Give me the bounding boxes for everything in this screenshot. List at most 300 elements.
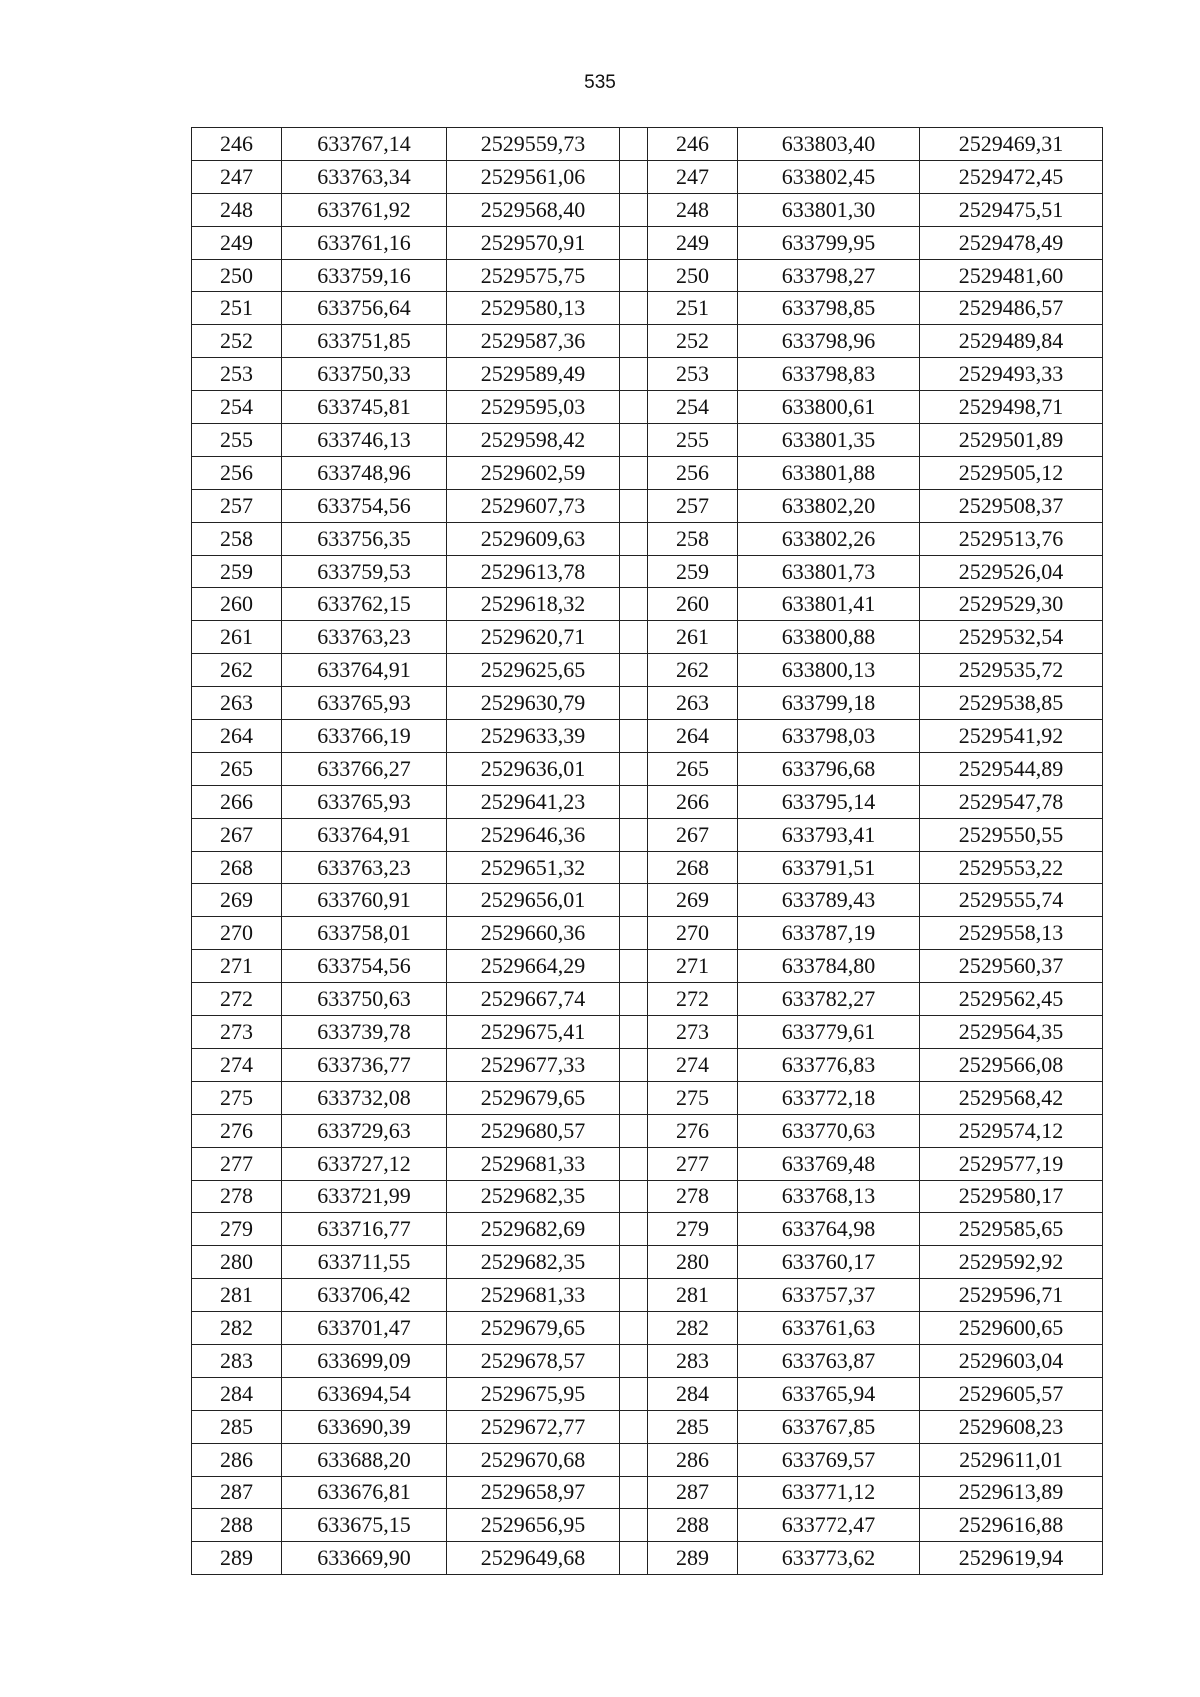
x-coordinate-left: 633764,91 <box>282 654 447 687</box>
point-number-left: 280 <box>192 1246 282 1279</box>
y-coordinate-left: 2529649,68 <box>447 1542 620 1575</box>
point-number-left: 275 <box>192 1081 282 1114</box>
point-number-left: 287 <box>192 1476 282 1509</box>
table-row <box>192 588 1103 621</box>
x-coordinate-right: 633801,30 <box>738 193 920 226</box>
x-coordinate-left: 633758,01 <box>282 917 447 950</box>
y-coordinate-left: 2529625,65 <box>447 654 620 687</box>
y-coordinate-right: 2529562,45 <box>920 983 1103 1016</box>
x-coordinate-left: 633761,16 <box>282 226 447 259</box>
point-number-right: 252 <box>648 325 738 358</box>
x-coordinate-left: 633750,63 <box>282 983 447 1016</box>
point-number-left: 288 <box>192 1509 282 1542</box>
spacer-cell <box>620 456 648 489</box>
table-row <box>192 1180 1103 1213</box>
y-coordinate-left: 2529678,57 <box>447 1344 620 1377</box>
spacer-cell <box>620 1476 648 1509</box>
x-coordinate-right: 633799,95 <box>738 226 920 259</box>
point-number-right: 255 <box>648 424 738 457</box>
y-coordinate-right: 2529535,72 <box>920 654 1103 687</box>
spacer-cell <box>620 1114 648 1147</box>
spacer-cell <box>620 226 648 259</box>
point-number-right: 263 <box>648 687 738 720</box>
table-row <box>192 950 1103 983</box>
point-number-left: 276 <box>192 1114 282 1147</box>
point-number-left: 258 <box>192 522 282 555</box>
spacer-cell <box>620 1180 648 1213</box>
y-coordinate-right: 2529550,55 <box>920 818 1103 851</box>
point-number-left: 273 <box>192 1016 282 1049</box>
x-coordinate-right: 633800,88 <box>738 621 920 654</box>
x-coordinate-left: 633764,91 <box>282 818 447 851</box>
x-coordinate-left: 633669,90 <box>282 1542 447 1575</box>
spacer-cell <box>620 1048 648 1081</box>
point-number-left: 285 <box>192 1410 282 1443</box>
table-row <box>192 1377 1103 1410</box>
spacer-cell <box>620 193 648 226</box>
spacer-cell <box>620 950 648 983</box>
y-coordinate-right: 2529600,65 <box>920 1312 1103 1345</box>
x-coordinate-right: 633771,12 <box>738 1476 920 1509</box>
table-row <box>192 555 1103 588</box>
point-number-left: 250 <box>192 259 282 292</box>
point-number-right: 280 <box>648 1246 738 1279</box>
x-coordinate-left: 633763,23 <box>282 621 447 654</box>
table-row <box>192 1114 1103 1147</box>
table-row <box>192 522 1103 555</box>
coordinates-table <box>191 127 1103 1575</box>
y-coordinate-right: 2529553,22 <box>920 851 1103 884</box>
table-row <box>192 456 1103 489</box>
table-row <box>192 1147 1103 1180</box>
point-number-right: 258 <box>648 522 738 555</box>
spacer-cell <box>620 1016 648 1049</box>
table-row <box>192 654 1103 687</box>
point-number-left: 260 <box>192 588 282 621</box>
point-number-right: 247 <box>648 160 738 193</box>
spacer-cell <box>620 259 648 292</box>
x-coordinate-left: 633701,47 <box>282 1312 447 1345</box>
y-coordinate-left: 2529595,03 <box>447 391 620 424</box>
table-row <box>192 1509 1103 1542</box>
x-coordinate-right: 633801,41 <box>738 588 920 621</box>
y-coordinate-left: 2529672,77 <box>447 1410 620 1443</box>
x-coordinate-left: 633750,33 <box>282 358 447 391</box>
point-number-right: 268 <box>648 851 738 884</box>
x-coordinate-right: 633796,68 <box>738 752 920 785</box>
table-row <box>192 1081 1103 1114</box>
x-coordinate-left: 633721,99 <box>282 1180 447 1213</box>
x-coordinate-right: 633800,13 <box>738 654 920 687</box>
y-coordinate-right: 2529469,31 <box>920 128 1103 161</box>
x-coordinate-right: 633773,62 <box>738 1542 920 1575</box>
point-number-right: 278 <box>648 1180 738 1213</box>
point-number-right: 266 <box>648 785 738 818</box>
table-row <box>192 621 1103 654</box>
y-coordinate-left: 2529646,36 <box>447 818 620 851</box>
table-row <box>192 1542 1103 1575</box>
y-coordinate-right: 2529541,92 <box>920 720 1103 753</box>
spacer-cell <box>620 752 648 785</box>
y-coordinate-left: 2529660,36 <box>447 917 620 950</box>
y-coordinate-right: 2529568,42 <box>920 1081 1103 1114</box>
x-coordinate-left: 633762,15 <box>282 588 447 621</box>
x-coordinate-left: 633754,56 <box>282 489 447 522</box>
point-number-left: 264 <box>192 720 282 753</box>
table-row <box>192 1246 1103 1279</box>
point-number-left: 249 <box>192 226 282 259</box>
x-coordinate-left: 633763,34 <box>282 160 447 193</box>
table-row <box>192 1443 1103 1476</box>
x-coordinate-left: 633751,85 <box>282 325 447 358</box>
point-number-left: 246 <box>192 128 282 161</box>
x-coordinate-right: 633798,96 <box>738 325 920 358</box>
table-row <box>192 489 1103 522</box>
point-number-left: 261 <box>192 621 282 654</box>
y-coordinate-left: 2529580,13 <box>447 292 620 325</box>
point-number-right: 259 <box>648 555 738 588</box>
table-row <box>192 687 1103 720</box>
point-number-left: 268 <box>192 851 282 884</box>
y-coordinate-left: 2529589,49 <box>447 358 620 391</box>
y-coordinate-right: 2529560,37 <box>920 950 1103 983</box>
point-number-left: 263 <box>192 687 282 720</box>
x-coordinate-left: 633763,23 <box>282 851 447 884</box>
spacer-cell <box>620 1410 648 1443</box>
x-coordinate-right: 633795,14 <box>738 785 920 818</box>
table-row <box>192 292 1103 325</box>
x-coordinate-left: 633706,42 <box>282 1279 447 1312</box>
point-number-left: 274 <box>192 1048 282 1081</box>
table-row <box>192 424 1103 457</box>
x-coordinate-left: 633675,15 <box>282 1509 447 1542</box>
spacer-cell <box>620 720 648 753</box>
table-row <box>192 358 1103 391</box>
y-coordinate-right: 2529493,33 <box>920 358 1103 391</box>
x-coordinate-left: 633716,77 <box>282 1213 447 1246</box>
table-row <box>192 917 1103 950</box>
point-number-left: 255 <box>192 424 282 457</box>
x-coordinate-left: 633756,35 <box>282 522 447 555</box>
y-coordinate-right: 2529475,51 <box>920 193 1103 226</box>
x-coordinate-left: 633759,53 <box>282 555 447 588</box>
point-number-right: 289 <box>648 1542 738 1575</box>
point-number-left: 254 <box>192 391 282 424</box>
x-coordinate-right: 633798,85 <box>738 292 920 325</box>
x-coordinate-right: 633757,37 <box>738 1279 920 1312</box>
y-coordinate-left: 2529618,32 <box>447 588 620 621</box>
point-number-left: 281 <box>192 1279 282 1312</box>
y-coordinate-left: 2529677,33 <box>447 1048 620 1081</box>
spacer-cell <box>620 884 648 917</box>
spacer-cell <box>620 785 648 818</box>
x-coordinate-right: 633767,85 <box>738 1410 920 1443</box>
y-coordinate-left: 2529559,73 <box>447 128 620 161</box>
y-coordinate-right: 2529574,12 <box>920 1114 1103 1147</box>
x-coordinate-right: 633763,87 <box>738 1344 920 1377</box>
point-number-right: 262 <box>648 654 738 687</box>
point-number-right: 279 <box>648 1213 738 1246</box>
spacer-cell <box>620 1081 648 1114</box>
point-number-right: 285 <box>648 1410 738 1443</box>
spacer-cell <box>620 654 648 687</box>
x-coordinate-left: 633676,81 <box>282 1476 447 1509</box>
table-row <box>192 818 1103 851</box>
spacer-cell <box>620 1542 648 1575</box>
y-coordinate-right: 2529611,01 <box>920 1443 1103 1476</box>
x-coordinate-right: 633764,98 <box>738 1213 920 1246</box>
point-number-left: 265 <box>192 752 282 785</box>
x-coordinate-left: 633699,09 <box>282 1344 447 1377</box>
y-coordinate-left: 2529633,39 <box>447 720 620 753</box>
y-coordinate-left: 2529607,73 <box>447 489 620 522</box>
y-coordinate-left: 2529561,06 <box>447 160 620 193</box>
y-coordinate-left: 2529641,23 <box>447 785 620 818</box>
y-coordinate-right: 2529547,78 <box>920 785 1103 818</box>
y-coordinate-left: 2529682,35 <box>447 1246 620 1279</box>
y-coordinate-left: 2529587,36 <box>447 325 620 358</box>
spacer-cell <box>620 391 648 424</box>
point-number-right: 257 <box>648 489 738 522</box>
point-number-right: 256 <box>648 456 738 489</box>
y-coordinate-left: 2529630,79 <box>447 687 620 720</box>
x-coordinate-left: 633736,77 <box>282 1048 447 1081</box>
table-row <box>192 884 1103 917</box>
point-number-left: 271 <box>192 950 282 983</box>
y-coordinate-right: 2529577,19 <box>920 1147 1103 1180</box>
spacer-cell <box>620 160 648 193</box>
y-coordinate-left: 2529598,42 <box>447 424 620 457</box>
point-number-right: 288 <box>648 1509 738 1542</box>
point-number-right: 246 <box>648 128 738 161</box>
x-coordinate-left: 633761,92 <box>282 193 447 226</box>
point-number-right: 275 <box>648 1081 738 1114</box>
point-number-right: 251 <box>648 292 738 325</box>
point-number-left: 248 <box>192 193 282 226</box>
y-coordinate-left: 2529620,71 <box>447 621 620 654</box>
x-coordinate-right: 633801,88 <box>738 456 920 489</box>
point-number-right: 281 <box>648 1279 738 1312</box>
y-coordinate-right: 2529478,49 <box>920 226 1103 259</box>
x-coordinate-left: 633727,12 <box>282 1147 447 1180</box>
x-coordinate-left: 633694,54 <box>282 1377 447 1410</box>
y-coordinate-right: 2529501,89 <box>920 424 1103 457</box>
point-number-right: 253 <box>648 358 738 391</box>
page-number: 535 <box>584 72 616 93</box>
x-coordinate-right: 633760,17 <box>738 1246 920 1279</box>
table-body <box>192 128 1103 1575</box>
table-row <box>192 391 1103 424</box>
y-coordinate-right: 2529486,57 <box>920 292 1103 325</box>
point-number-left: 286 <box>192 1443 282 1476</box>
point-number-left: 269 <box>192 884 282 917</box>
spacer-cell <box>620 489 648 522</box>
x-coordinate-right: 633768,13 <box>738 1180 920 1213</box>
x-coordinate-right: 633765,94 <box>738 1377 920 1410</box>
y-coordinate-right: 2529538,85 <box>920 687 1103 720</box>
spacer-cell <box>620 1509 648 1542</box>
y-coordinate-right: 2529555,74 <box>920 884 1103 917</box>
x-coordinate-right: 633801,35 <box>738 424 920 457</box>
y-coordinate-left: 2529682,69 <box>447 1213 620 1246</box>
y-coordinate-right: 2529613,89 <box>920 1476 1103 1509</box>
spacer-cell <box>620 1213 648 1246</box>
point-number-right: 260 <box>648 588 738 621</box>
x-coordinate-right: 633799,18 <box>738 687 920 720</box>
x-coordinate-left: 633765,93 <box>282 687 447 720</box>
spacer-cell <box>620 983 648 1016</box>
y-coordinate-left: 2529602,59 <box>447 456 620 489</box>
y-coordinate-left: 2529568,40 <box>447 193 620 226</box>
y-coordinate-right: 2529532,54 <box>920 621 1103 654</box>
y-coordinate-right: 2529585,65 <box>920 1213 1103 1246</box>
y-coordinate-right: 2529489,84 <box>920 325 1103 358</box>
x-coordinate-left: 633759,16 <box>282 259 447 292</box>
point-number-right: 277 <box>648 1147 738 1180</box>
point-number-right: 254 <box>648 391 738 424</box>
point-number-right: 273 <box>648 1016 738 1049</box>
table-row <box>192 1016 1103 1049</box>
x-coordinate-right: 633802,26 <box>738 522 920 555</box>
point-number-left: 257 <box>192 489 282 522</box>
x-coordinate-right: 633769,48 <box>738 1147 920 1180</box>
x-coordinate-left: 633756,64 <box>282 292 447 325</box>
point-number-right: 270 <box>648 917 738 950</box>
point-number-right: 276 <box>648 1114 738 1147</box>
point-number-left: 284 <box>192 1377 282 1410</box>
x-coordinate-right: 633782,27 <box>738 983 920 1016</box>
spacer-cell <box>620 851 648 884</box>
y-coordinate-left: 2529609,63 <box>447 522 620 555</box>
y-coordinate-right: 2529544,89 <box>920 752 1103 785</box>
spacer-cell <box>620 1344 648 1377</box>
x-coordinate-right: 633776,83 <box>738 1048 920 1081</box>
x-coordinate-left: 633754,56 <box>282 950 447 983</box>
point-number-left: 277 <box>192 1147 282 1180</box>
y-coordinate-right: 2529526,04 <box>920 555 1103 588</box>
spacer-cell <box>620 1443 648 1476</box>
y-coordinate-left: 2529651,32 <box>447 851 620 884</box>
x-coordinate-left: 633688,20 <box>282 1443 447 1476</box>
table-row <box>192 128 1103 161</box>
spacer-cell <box>620 818 648 851</box>
point-number-left: 270 <box>192 917 282 950</box>
point-number-right: 284 <box>648 1377 738 1410</box>
point-number-right: 286 <box>648 1443 738 1476</box>
y-coordinate-left: 2529658,97 <box>447 1476 620 1509</box>
point-number-right: 248 <box>648 193 738 226</box>
y-coordinate-right: 2529505,12 <box>920 456 1103 489</box>
point-number-left: 256 <box>192 456 282 489</box>
y-coordinate-left: 2529636,01 <box>447 752 620 785</box>
y-coordinate-left: 2529613,78 <box>447 555 620 588</box>
table-row <box>192 1410 1103 1443</box>
y-coordinate-right: 2529508,37 <box>920 489 1103 522</box>
x-coordinate-left: 633729,63 <box>282 1114 447 1147</box>
x-coordinate-right: 633793,41 <box>738 818 920 851</box>
spacer-cell <box>620 588 648 621</box>
spacer-cell <box>620 358 648 391</box>
x-coordinate-right: 633769,57 <box>738 1443 920 1476</box>
point-number-left: 283 <box>192 1344 282 1377</box>
spacer-cell <box>620 621 648 654</box>
point-number-right: 264 <box>648 720 738 753</box>
point-number-right: 250 <box>648 259 738 292</box>
x-coordinate-right: 633761,63 <box>738 1312 920 1345</box>
x-coordinate-right: 633772,18 <box>738 1081 920 1114</box>
point-number-left: 251 <box>192 292 282 325</box>
table-row <box>192 1213 1103 1246</box>
x-coordinate-right: 633787,19 <box>738 917 920 950</box>
spacer-cell <box>620 1279 648 1312</box>
x-coordinate-right: 633802,45 <box>738 160 920 193</box>
y-coordinate-right: 2529498,71 <box>920 391 1103 424</box>
point-number-right: 274 <box>648 1048 738 1081</box>
point-number-right: 269 <box>648 884 738 917</box>
x-coordinate-left: 633748,96 <box>282 456 447 489</box>
point-number-right: 272 <box>648 983 738 1016</box>
table-row <box>192 193 1103 226</box>
point-number-right: 265 <box>648 752 738 785</box>
table-row <box>192 1279 1103 1312</box>
x-coordinate-right: 633789,43 <box>738 884 920 917</box>
x-coordinate-left: 633690,39 <box>282 1410 447 1443</box>
y-coordinate-left: 2529656,01 <box>447 884 620 917</box>
spacer-cell <box>620 1246 648 1279</box>
point-number-right: 282 <box>648 1312 738 1345</box>
x-coordinate-right: 633791,51 <box>738 851 920 884</box>
y-coordinate-right: 2529481,60 <box>920 259 1103 292</box>
y-coordinate-right: 2529472,45 <box>920 160 1103 193</box>
y-coordinate-left: 2529681,33 <box>447 1279 620 1312</box>
x-coordinate-right: 633784,80 <box>738 950 920 983</box>
point-number-left: 272 <box>192 983 282 1016</box>
spacer-cell <box>620 1312 648 1345</box>
x-coordinate-left: 633767,14 <box>282 128 447 161</box>
table-row <box>192 259 1103 292</box>
spacer-cell <box>620 128 648 161</box>
spacer-cell <box>620 522 648 555</box>
table-row <box>192 752 1103 785</box>
y-coordinate-left: 2529679,65 <box>447 1081 620 1114</box>
x-coordinate-right: 633798,27 <box>738 259 920 292</box>
y-coordinate-right: 2529566,08 <box>920 1048 1103 1081</box>
x-coordinate-right: 633798,83 <box>738 358 920 391</box>
point-number-left: 266 <box>192 785 282 818</box>
x-coordinate-left: 633766,27 <box>282 752 447 785</box>
y-coordinate-left: 2529675,41 <box>447 1016 620 1049</box>
y-coordinate-right: 2529603,04 <box>920 1344 1103 1377</box>
table-row <box>192 1048 1103 1081</box>
point-number-left: 289 <box>192 1542 282 1575</box>
spacer-cell <box>620 1147 648 1180</box>
table-row <box>192 851 1103 884</box>
y-coordinate-right: 2529564,35 <box>920 1016 1103 1049</box>
x-coordinate-left: 633766,19 <box>282 720 447 753</box>
x-coordinate-left: 633739,78 <box>282 1016 447 1049</box>
x-coordinate-right: 633801,73 <box>738 555 920 588</box>
y-coordinate-left: 2529570,91 <box>447 226 620 259</box>
point-number-left: 267 <box>192 818 282 851</box>
y-coordinate-right: 2529529,30 <box>920 588 1103 621</box>
y-coordinate-right: 2529608,23 <box>920 1410 1103 1443</box>
y-coordinate-left: 2529656,95 <box>447 1509 620 1542</box>
x-coordinate-right: 633800,61 <box>738 391 920 424</box>
point-number-left: 253 <box>192 358 282 391</box>
point-number-right: 261 <box>648 621 738 654</box>
table-row <box>192 720 1103 753</box>
point-number-right: 283 <box>648 1344 738 1377</box>
